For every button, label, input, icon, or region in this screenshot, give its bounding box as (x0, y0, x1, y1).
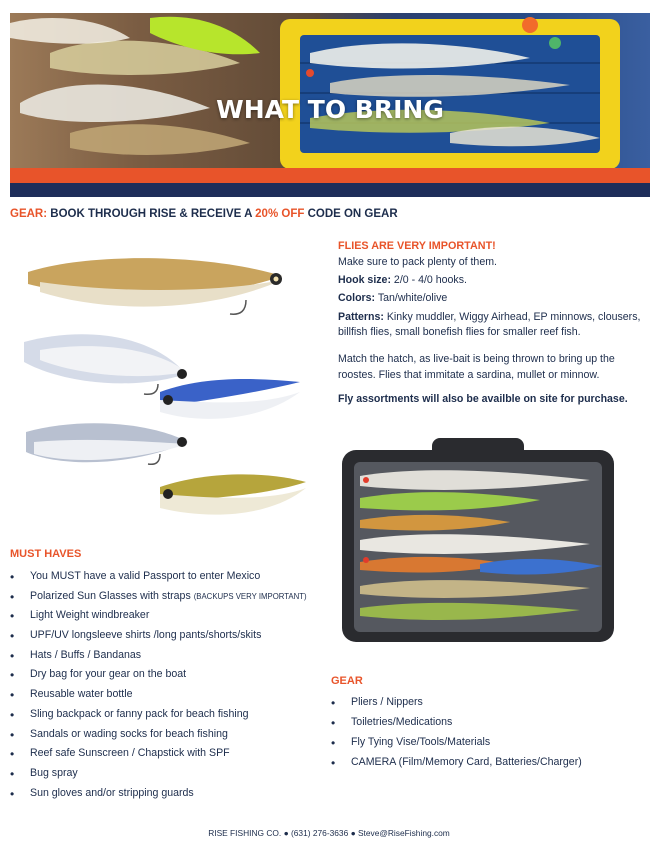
must-haves-list (10, 570, 340, 806)
gear-promo-label: GEAR: (10, 208, 48, 220)
hook-size-value: 2/0 - 4/0 hooks. (390, 274, 467, 286)
list-item: • Sun gloves and/or stripping guards (10, 787, 340, 807)
colors-line (338, 291, 648, 306)
footer-email: Steve@RiseFishing.com (357, 828, 450, 838)
footer-separator: ● (283, 828, 289, 838)
gear-promo-text-after: CODE ON GEAR (304, 208, 398, 220)
purchase-note: Fly assortments will also be availble on site for purchase. (338, 393, 628, 406)
navy-divider-bar (10, 183, 650, 197)
gear-promo-line (10, 208, 398, 220)
list-item: • CAMERA (Film/Memory Card, Batteries/Charger) (331, 756, 649, 776)
hero-flies-photo (10, 13, 650, 168)
list-item: • Fly Tying Vise/Tools/Materials (331, 736, 649, 756)
hook-size-label: Hook size: (338, 274, 391, 286)
hero-banner (10, 13, 650, 168)
flies-info (338, 239, 648, 411)
gear-promo-discount: 20% OFF (255, 208, 305, 220)
patterns-line (338, 310, 648, 341)
list-item: • Dry bag for your gear on the boat (10, 668, 340, 688)
hatch-note: Match the hatch, as live-bait is being thrown to bring up the roostes. Flies that immitate a sardina, mullet or minnow. (338, 353, 615, 381)
flies-heading: FLIES ARE VERY IMPORTANT! (338, 240, 496, 252)
patterns-value: Kinky muddler, Wiggy Airhead, EP minnows, clousers, billfish flies, small bonefish flies for smaller reef fish. (338, 310, 641, 339)
footer-company: RISE FISHING CO. (208, 828, 282, 838)
list-item: • Toiletries/Medications (331, 716, 649, 736)
footer-phone: (631) 276-3636 (290, 828, 349, 838)
fly-box-image (340, 436, 616, 644)
list-item: • Hats / Buffs / Bandanas (10, 649, 340, 669)
page-title: WHAT TO BRING (216, 95, 444, 124)
gear-heading: GEAR (331, 675, 363, 687)
sunglasses-backup-note: (BACKUPS VERY IMPORTANT) (193, 591, 307, 601)
list-item (10, 590, 340, 610)
list-item: • Light Weight windbreaker (10, 609, 340, 629)
hook-size-line (338, 273, 648, 288)
colors-label: Colors: (338, 292, 376, 305)
footer-separator: ● (350, 828, 356, 838)
sunglasses-item-text: Polarized Sun Glasses with straps (30, 589, 194, 602)
orange-divider-bar (10, 168, 650, 183)
flies-intro: Make sure to pack plenty of them. (338, 255, 497, 268)
list-item: • Reef safe Sunscreen / Chapstick with SPF (10, 747, 340, 767)
list-item: • Pliers / Nippers (331, 696, 649, 716)
patterns-label: Patterns: (338, 310, 384, 323)
list-item: • Sandals or wading socks for beach fishing (10, 728, 340, 748)
list-item: • Sling backpack or fanny pack for beach fishing (10, 708, 340, 728)
must-haves-heading: MUST HAVES (10, 548, 82, 560)
list-item: • Bug spray (10, 767, 340, 787)
footer (0, 828, 658, 838)
list-item: • You MUST have a valid Passport to enter Mexico (10, 570, 340, 590)
list-item: • UPF/UV longsleeve shirts /long pants/shorts/skits (10, 629, 340, 649)
gear-list (331, 696, 649, 776)
streamer-flies-image (10, 232, 310, 532)
colors-value: Tan/white/olive (375, 292, 448, 305)
list-item: • Reusable water bottle (10, 688, 340, 708)
gear-promo-text-before: BOOK THROUGH RISE & RECEIVE A (47, 208, 256, 220)
